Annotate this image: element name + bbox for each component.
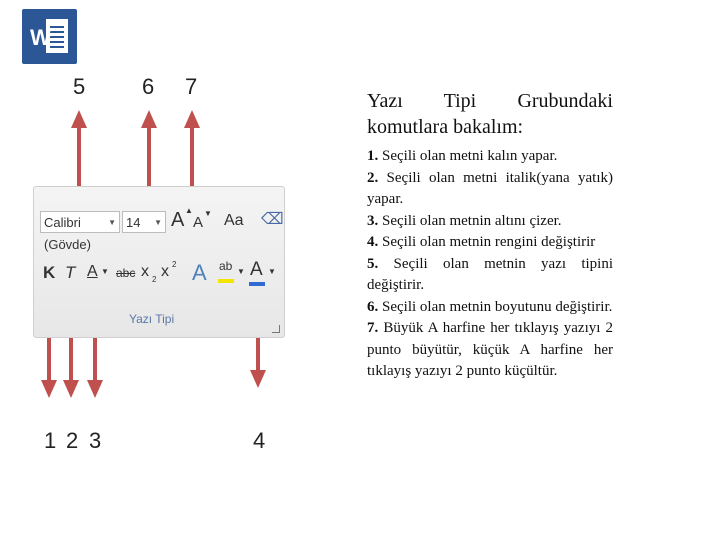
label-number-4: 4 (253, 428, 266, 453)
italic-button[interactable]: T (65, 263, 76, 282)
highlight-color-bar (218, 279, 234, 283)
font-name-dropdown[interactable] (40, 211, 120, 252)
label-number-3: 3 (89, 428, 102, 453)
label-number-2: 2 (66, 428, 79, 453)
grow-font-button[interactable]: A (171, 209, 185, 231)
underline-button[interactable]: A (87, 263, 98, 280)
font-size-value: 14 (126, 215, 141, 230)
list-item: 3. Seçili olan metnin altını çizer. (367, 212, 562, 229)
explanation-text (367, 88, 613, 383)
grow-arrow-icon: ▲ (185, 206, 193, 215)
list-item: 5. Seçili olan metnin yazı tipini değiştirir. (367, 255, 613, 293)
page-title: Yazı Tipi Grubundaki komutlara bakalım: (367, 90, 613, 138)
strikethrough-button[interactable]: abc (116, 266, 136, 280)
shrink-arrow-icon: ▼ (204, 209, 212, 218)
highlight-button[interactable]: ab (219, 259, 233, 273)
list-item: 2. Seçili olan metni italik(yana yatık) yapar. (367, 169, 613, 207)
font-color-bar (249, 282, 265, 286)
bold-button[interactable]: K (43, 263, 56, 282)
dialog-launcher-icon[interactable] (272, 325, 280, 333)
subscript-mark: 2 (152, 275, 157, 284)
list-item: 4. Seçili olan metnin rengini değiştirir (367, 234, 596, 250)
font-name-value: Calibri (Gövde) (44, 215, 91, 252)
label-number-5: 5 (73, 74, 86, 99)
list-item: 1. Seçili olan metni kalın yapar. (367, 148, 558, 164)
chevron-down-icon: ▼ (154, 218, 162, 227)
font-size-dropdown[interactable] (122, 211, 166, 233)
subscript-button[interactable]: x (141, 263, 149, 280)
chevron-down-icon: ▼ (101, 267, 109, 276)
list-item: 6. Seçili olan metnin boyutunu değiştirir. (367, 298, 613, 315)
clear-formatting-icon[interactable]: ⌫ (261, 211, 284, 228)
label-number-1: 1 (44, 428, 57, 453)
font-color-button[interactable]: A (250, 259, 263, 280)
chevron-down-icon: ▼ (108, 218, 116, 227)
list-item: 7. Büyük A harfine her tıklayış yazıyı 2 punto büyütür, küçük A harfine her tıklayış yazıyı 2 punto küçültür. (367, 320, 614, 379)
shrink-font-button[interactable]: A (193, 214, 204, 231)
chevron-down-icon: ▼ (237, 267, 245, 276)
font-group-ribbon (33, 186, 285, 338)
label-number-7: 7 (185, 74, 198, 99)
superscript-mark: 2 (172, 260, 177, 269)
text-effects-button[interactable]: A (192, 260, 207, 285)
font-group-label: Yazı Tipi (129, 312, 175, 326)
superscript-button[interactable]: x (161, 263, 169, 280)
word-logo-letter: W (30, 25, 51, 50)
change-case-button[interactable]: Aa (224, 212, 244, 229)
chevron-down-icon: ▼ (268, 267, 276, 276)
label-number-6: 6 (142, 74, 155, 99)
